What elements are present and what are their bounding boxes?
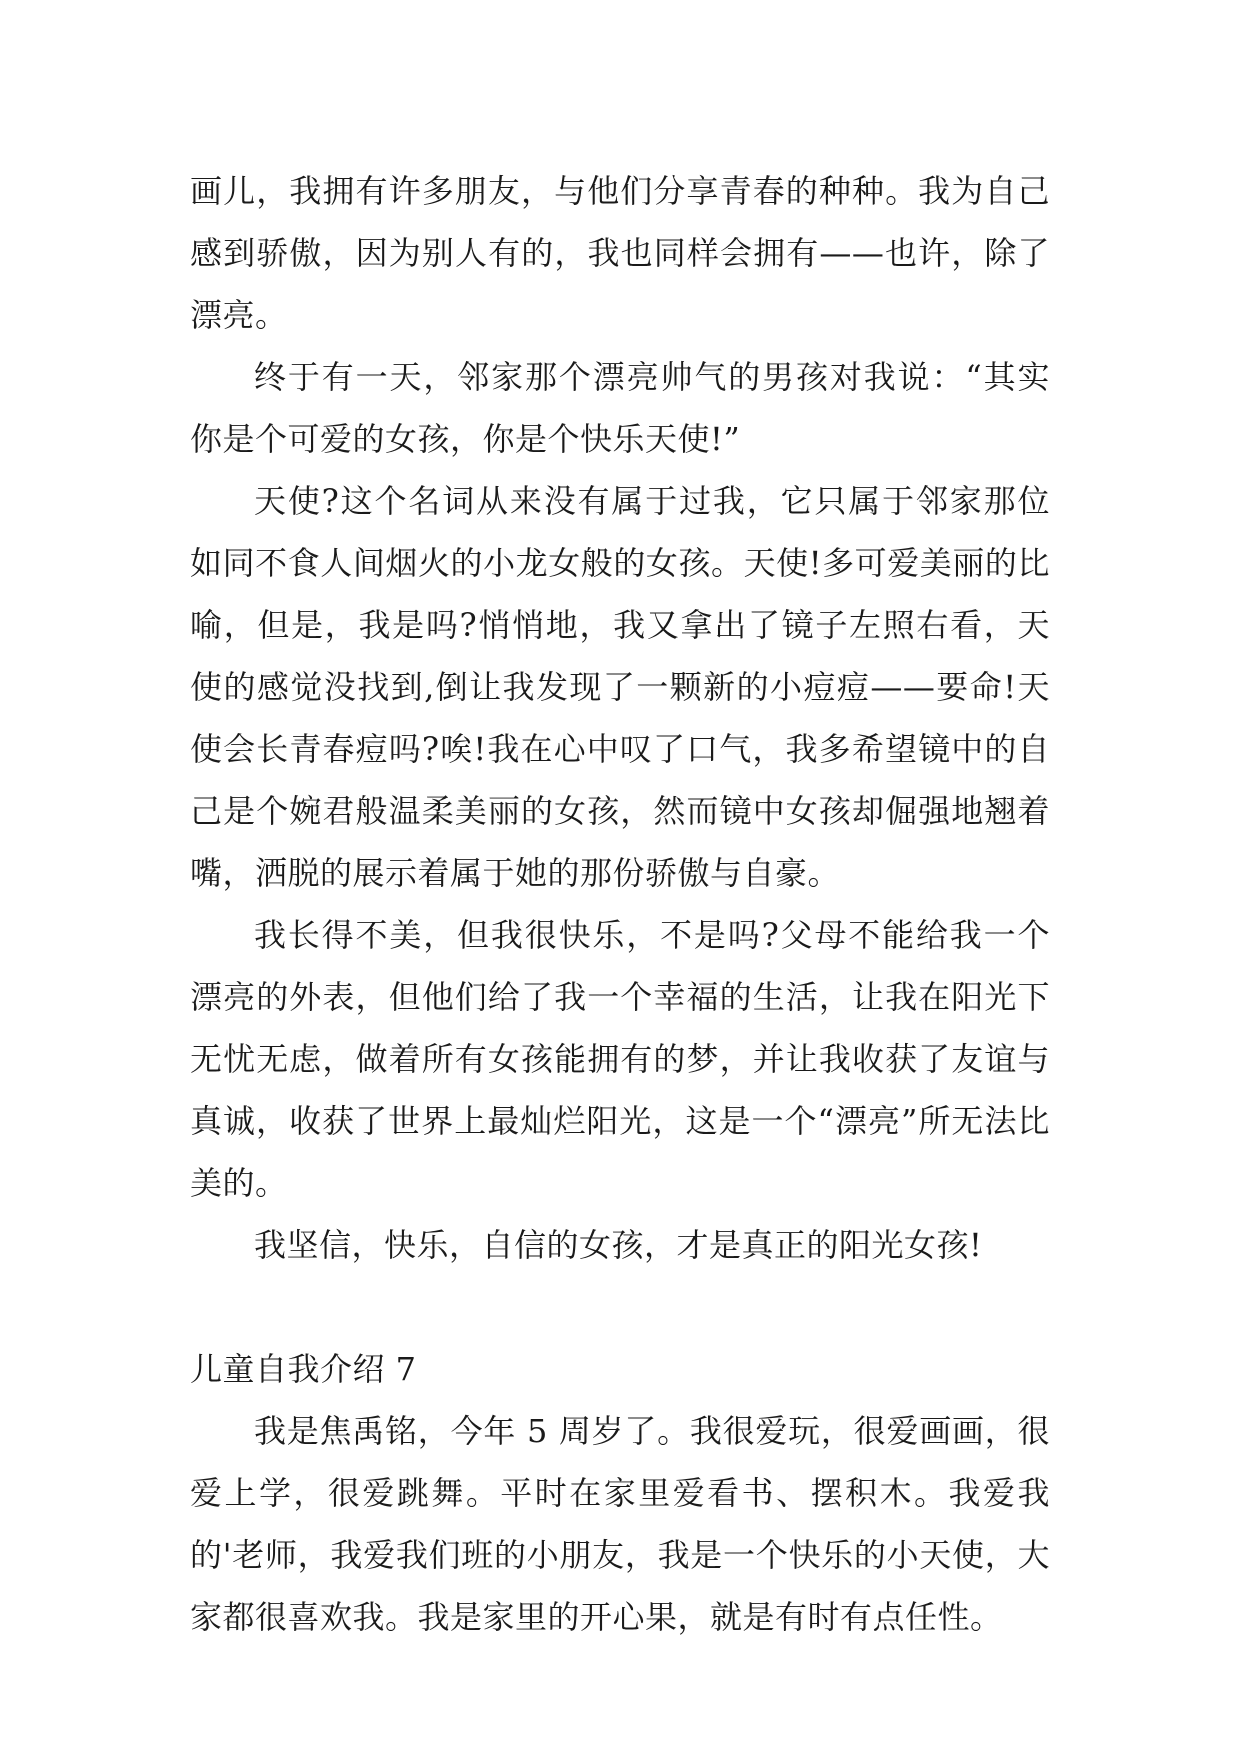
paragraph-continuation: 画儿，我拥有许多朋友，与他们分享青春的种种。我为自己感到骄傲，因为别人有的，我也同样会拥有——也许，除了漂亮。	[190, 172, 1050, 334]
paragraph: 终于有一天，邻家那个漂亮帅气的男孩对我说：“其实你是个可爱的女孩，你是个快乐天使!”	[190, 358, 1050, 458]
paragraph: 我长得不美，但我很快乐，不是吗?父母不能给我一个漂亮的外表，但他们给了我一个幸福的生活，让我在阳光下无忧无虑，做着所有女孩能拥有的梦，并让我收获了友谊与真诚，收获了世界上最灿烂阳光，这是一个“漂亮”所无法比美的。	[190, 916, 1050, 1202]
paragraph: 我坚信，快乐，自信的女孩，才是真正的阳光女孩!	[254, 1226, 983, 1264]
document-page	[190, 160, 1050, 1648]
paragraph: 我是焦禹铭，今年 5 周岁了。我很爱玩，很爱画画，很爱上学，很爱跳舞。平时在家里爱看书、摆积木。我爱我的'老师，我爱我们班的小朋友，我是一个快乐的小天使，大家都很喜欢我。我是家里的开心果，就是有时有点任性。	[190, 1412, 1050, 1636]
section-title: 儿童自我介绍 7	[190, 1350, 417, 1388]
paragraph: 天使?这个名词从来没有属于过我，它只属于邻家那位如同不食人间烟火的小龙女般的女孩。天使!多可爱美丽的比喻，但是，我是吗?悄悄地，我又拿出了镜子左照右看，天使的感觉没找到,倒让我发现了一颗新的小痘痘——要命!天使会长青春痘吗?唉!我在心中叹了口气，我多希望镜中的自己是个婉君般温柔美丽的女孩，然而镜中女孩却倔强地翘着嘴，洒脱的展示着属于她的那份骄傲与自豪。	[190, 482, 1050, 892]
